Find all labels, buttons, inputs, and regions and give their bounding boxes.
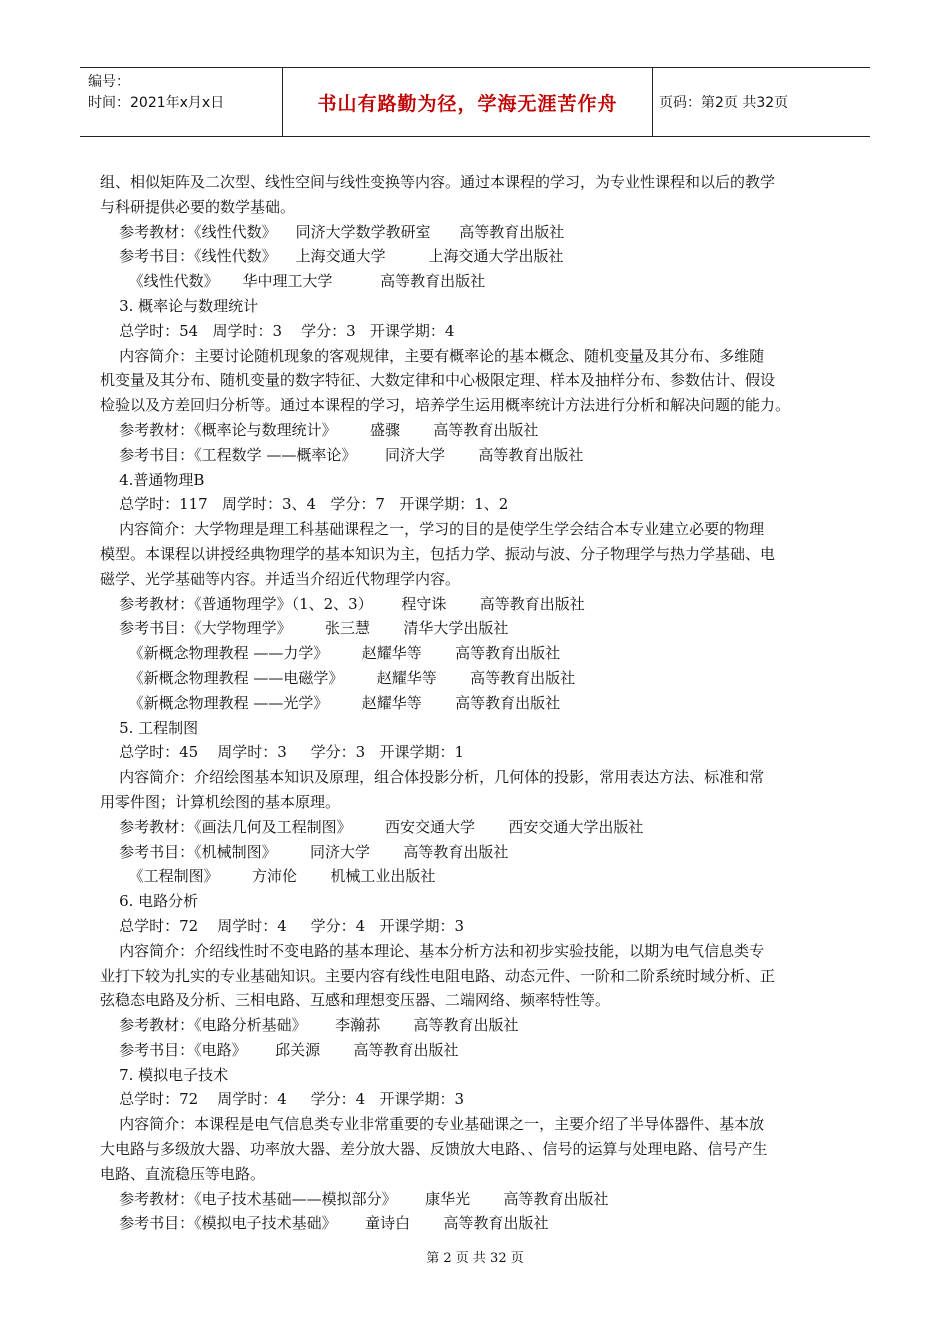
- text-line: 参考书目：《电路》 邱关源 高等教育出版社: [100, 1040, 459, 1059]
- header-page-label: 页码：第2页 共32页: [659, 95, 789, 111]
- text-line: 用零件图；计算机绘图的基本原理。: [100, 792, 341, 811]
- number-label: 编号：: [88, 74, 130, 90]
- text-line: 3. 概率论与数理统计: [100, 296, 259, 315]
- text-line: 业打下较为扎实的专业基础知识。主要内容有线性电阻电路、动态元件、一阶和二阶系统时域分析、正: [100, 966, 776, 985]
- text-line: 总学时：54 周学时：3 学分：3 开课学期：4: [100, 321, 455, 340]
- time-label: 时间：2021年x月x日: [88, 95, 225, 111]
- text-line: 4.普通物理B: [100, 470, 205, 489]
- text-line: 7. 模拟电子技术: [100, 1065, 229, 1084]
- text-line: 《工程制图》 方沛伦 机械工业出版社: [100, 867, 436, 886]
- header-motto: 书山有路勤为径，学海无涯苦作舟: [283, 68, 653, 136]
- text-line: 《新概念物理教程 ——电磁学》 赵耀华等 高等教育出版社: [100, 668, 576, 687]
- text-line: 电路、直流稳压等电路。: [100, 1164, 266, 1183]
- text-line: 参考书目：《机械制图》 同济大学 高等教育出版社: [100, 842, 509, 861]
- text-line: 组、相似矩阵及二次型、线性空间与线性变换等内容。通过本课程的学习，为专业性课程和以后的教学: [100, 173, 776, 191]
- text-line: 磁学、光学基础等内容。并适当介绍近代物理学内容。: [100, 569, 461, 588]
- text-line: 机变量及其分布、随机变量的数字特征、大数定律和中心极限定理、样本及抽样分布、参数估计、假设: [100, 371, 776, 390]
- text-line: 参考教材：《普通物理学》（1、2、3） 程守诛 高等教育出版社: [100, 594, 585, 613]
- page-footer: 第 2 页 共 32 页: [426, 1251, 524, 1266]
- text-line: 《线性代数》 华中理工大学 高等教育出版社: [100, 272, 486, 291]
- text-line: 内容简介：介绍绘图基本知识及原理，组合体投影分析，几何体的投影，常用表达方法、标准和常: [100, 768, 765, 787]
- text-line: 《新概念物理教程 ——力学》 赵耀华等 高等教育出版社: [100, 644, 561, 663]
- text-line: 参考教材：《线性代数》 同济大学数学教研室 高等教育出版社: [100, 222, 565, 241]
- text-line: 参考教材：《画法几何及工程制图》 西安交通大学 西安交通大学出版社: [100, 817, 644, 836]
- text-line: 总学时：72 周学时：4 学分：4 开课学期：3: [100, 1090, 465, 1109]
- text-line: 《新概念物理教程 ——光学》 赵耀华等 高等教育出版社: [100, 693, 561, 712]
- text-line: 6. 电路分析: [100, 892, 199, 911]
- document-body: [100, 170, 858, 1236]
- text-line: 参考教材：《电子技术基础——模拟部分》 康华光 高等教育出版社: [100, 1189, 609, 1208]
- text-line: 弦稳态电路及分析、三相电路、互感和理想变压器、二端网络、频率特性等。: [100, 991, 611, 1010]
- page-header: [80, 67, 870, 137]
- text-line: 参考教材：《概率论与数理统计》 盛骤 高等教育出版社: [100, 420, 539, 439]
- text-line: 内容简介：大学物理是理工科基础课程之一，学习的目的是使学生学会结合本专业建立必要的物理: [100, 520, 765, 539]
- text-line: 与科研提供必要的数学基础。: [100, 197, 296, 216]
- text-line: 参考书目：《线性代数》 上海交通大学 上海交通大学出版社: [100, 247, 564, 266]
- text-line: 参考教材：《电路分析基础》 李瀚荪 高等教育出版社: [100, 1016, 519, 1035]
- header-meta: [80, 68, 283, 136]
- text-line: 检验以及方差回归分析等。通过本课程的学习，培养学生运用概率统计方法进行分析和解决问题的能力。: [100, 396, 791, 415]
- text-line: 5. 工程制图: [100, 718, 199, 737]
- text-line: 模型。本课程以讲授经典物理学的基本知识为主，包括力学、振动与波、分子物理学与热力学基础、电: [100, 544, 776, 563]
- text-line: 内容简介：主要讨论随机现象的客观规律，主要有概率论的基本概念、随机变量及其分布、多维随: [100, 346, 765, 365]
- text-line: 参考书目：《大学物理学》 张三慧 清华大学出版社: [100, 619, 509, 638]
- text-line: 总学时：72 周学时：4 学分：4 开课学期：3: [100, 916, 465, 935]
- text-line: 内容简介：本课程是电气信息类专业非常重要的专业基础课之一，主要介绍了半导体器件、基本放: [100, 1115, 765, 1134]
- text-line: 参考书目：《工程数学 ——概率论》 同济大学 高等教育出版社: [100, 445, 584, 464]
- text-line: 大电路与多级放大器、功率放大器、差分放大器、反馈放大电路、、信号的运算与处理电路、信号产生: [100, 1140, 768, 1159]
- text-line: 内容简介：介绍线性时不变电路的基本理论、基本分析方法和初步实验技能，以期为电气信息类专: [100, 941, 765, 960]
- text-line: 总学时：45 周学时：3 学分：3 开课学期：1: [100, 743, 465, 762]
- text-line: 参考书目：《模拟电子技术基础》 童诗白 高等教育出版社: [100, 1214, 549, 1233]
- text-line: 总学时：117 周学时：3、4 学分：7 开课学期：1、2: [100, 495, 509, 514]
